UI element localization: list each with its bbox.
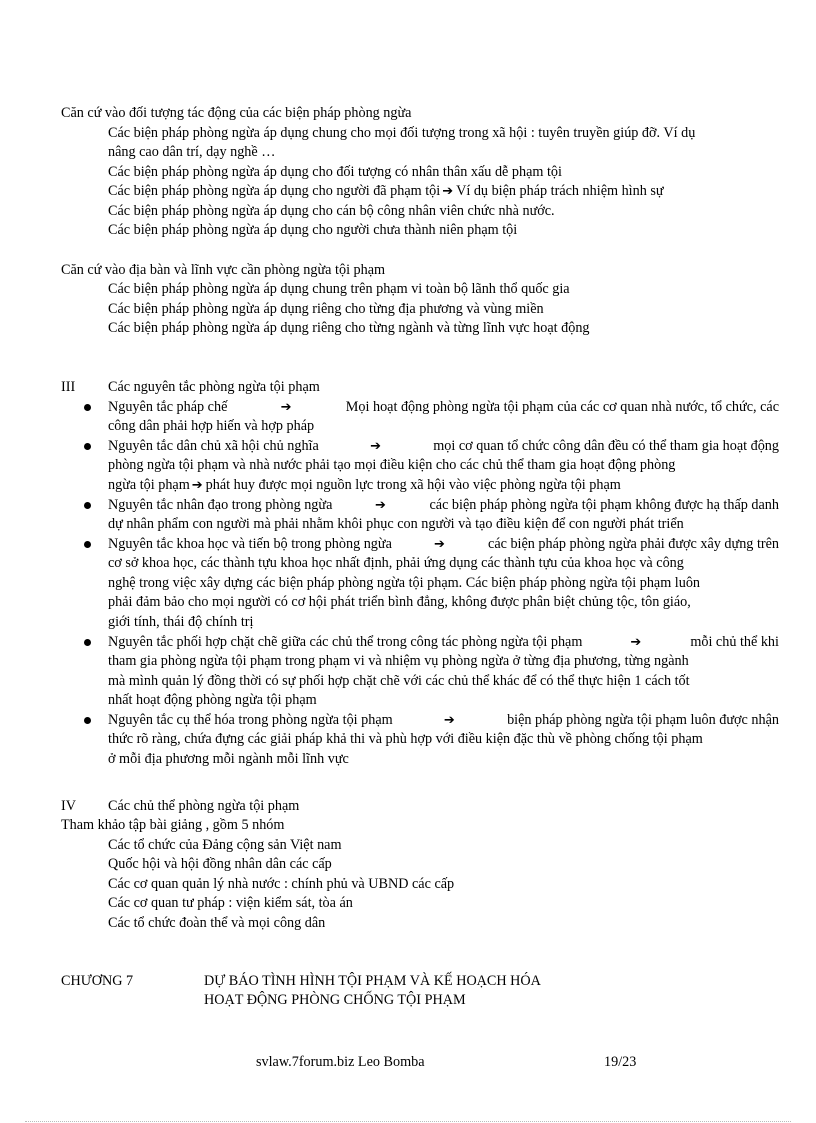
arrow-right-icon: ➔ — [442, 184, 454, 199]
bullet-text: phòng ngừa tội phạm và nhà nước phải tạo mọi điều kiện cho các chủ thể tham gia hoạt động phòng — [108, 457, 676, 473]
arrow-right-icon: ➔ — [191, 478, 203, 493]
bullet-text: ngừa tội phạm ➔ phát huy được mọi nguồn lực trong xã hội vào việc phòng ngừa tội phạm — [108, 477, 621, 493]
chapter-title-line-1: DỰ BÁO TÌNH HÌNH TỘI PHẠM VÀ KẾ HOẠCH HÓA — [204, 973, 541, 989]
section-heading-target: Căn cứ vào đối tượng tác động của các biện pháp phòng ngừa — [61, 105, 412, 121]
bullet-text: dự nhân phẩm con người mà phải nhằm khôi phục con người và tạo điều kiện để con người phát triển — [108, 516, 684, 532]
list-item: Các cơ quan tư pháp : viện kiểm sát, tòa án — [108, 895, 353, 911]
bullet-icon — [84, 541, 91, 548]
bullet-text: phải đảm bảo cho mọi người có cơ hội phát triển bình đẳng, không được phân biệt chủng tộc, tôn giáo, — [108, 594, 691, 610]
bullet-icon — [84, 404, 91, 411]
list-item: Các biện pháp phòng ngừa áp dụng chung trên phạm vi toàn bộ lãnh thổ quốc gia — [108, 281, 570, 297]
bullet-text: thức rõ ràng, chứa đựng các giải pháp khả thi và phù hợp với điều kiện đặc thù về phòng chống tội phạm — [108, 731, 703, 747]
bullet-icon — [84, 639, 91, 646]
footer-source: svlaw.7forum.biz Leo Bomba — [256, 1054, 425, 1070]
bullet-text: nhất hoạt động phòng ngừa tội phạm — [108, 692, 317, 708]
section-number: IV — [61, 798, 76, 814]
page-bottom-divider — [25, 1121, 791, 1122]
bullet-text: nghệ trong việc xây dựng các biện pháp phòng ngừa tội phạm. Các biện pháp phòng ngừa tội phạm luôn — [108, 575, 701, 591]
list-item: Các cơ quan quản lý nhà nước : chính phủ và UBND các cấp — [108, 876, 455, 892]
bullet-text: Nguyên tắc khoa học và tiến bộ trong phòng ngừa ➔ các biện pháp phòng ngừa phải được xây dựng trên — [108, 536, 779, 552]
bullet-text: Nguyên tắc pháp chế ➔ Mọi hoạt động phòng ngừa tội phạm của các cơ quan nhà nước, tổ chức, các — [108, 399, 779, 415]
section-number: III — [61, 379, 76, 395]
list-item: Các tổ chức đoàn thể và mọi công dân — [108, 915, 326, 931]
arrow-right-icon: ➔ — [434, 537, 445, 552]
list-item: Các biện pháp phòng ngừa áp dụng cho đối tượng có nhân thân xấu dễ phạm tội — [108, 164, 562, 180]
bullet-icon — [84, 502, 91, 509]
bullet-text: giới tính, thái độ chính trị — [108, 614, 254, 630]
section-title: Các chủ thể phòng ngừa tội phạm — [108, 798, 300, 814]
list-item: Các biện pháp phòng ngừa áp dụng cho người đã phạm tội ➔ Ví dụ biện pháp trách nhiệm hình sự — [108, 183, 664, 199]
chapter-title-line-2: HOẠT ĐỘNG PHÒNG CHỐNG TỘI PHẠM — [204, 992, 466, 1008]
bullet-text: công dân phải hợp hiến và hợp pháp — [108, 418, 315, 434]
list-item: nâng cao dân trí, dạy nghề … — [108, 144, 276, 160]
bullet-text: ở mỗi địa phương mỗi ngành mỗi lĩnh vực — [108, 751, 349, 767]
bullet-text: tham gia phòng ngừa tội phạm trong phạm vi và nhiệm vụ phòng ngừa ở từng địa phương, từng ngành — [108, 653, 689, 669]
list-item: Các biện pháp phòng ngừa áp dụng chung cho mọi đối tượng trong xã hội : tuyên truyền giúp đỡ. Ví dụ — [108, 125, 696, 141]
section-heading-area: Căn cứ vào địa bàn và lĩnh vực cần phòng ngừa tội phạm — [61, 262, 386, 278]
list-item: Các biện pháp phòng ngừa áp dụng cho cán bộ công nhân viên chức nhà nước. — [108, 203, 555, 219]
section-title: Các nguyên tắc phòng ngừa tội phạm — [108, 379, 320, 395]
bullet-text: Nguyên tắc phối hợp chặt chẽ giữa các chủ thể trong công tác phòng ngừa tội phạm ➔ mỗi chủ thể khi — [108, 634, 779, 650]
list-item: Các biện pháp phòng ngừa áp dụng riêng cho từng ngành và từng lĩnh vực hoạt động — [108, 320, 590, 336]
arrow-right-icon: ➔ — [443, 713, 455, 728]
section-intro: Tham khảo tập bài giảng , gồm 5 nhóm — [61, 817, 285, 833]
list-item: Các tổ chức của Đảng cộng sản Việt nam — [108, 837, 342, 853]
bullet-text: Nguyên tắc nhân đạo trong phòng ngừa ➔ các biện pháp phòng ngừa tội phạm không được hạ thấp danh — [108, 497, 779, 513]
page-number: 19/23 — [604, 1054, 637, 1070]
arrow-right-icon: ➔ — [630, 635, 642, 650]
arrow-right-icon: ➔ — [280, 400, 292, 415]
bullet-text: Nguyên tắc dân chủ xã hội chủ nghĩa ➔ mọi cơ quan tổ chức công dân đều có thể tham gia hoạt động — [108, 438, 779, 454]
arrow-right-icon: ➔ — [374, 498, 386, 513]
bullet-text: Nguyên tắc cụ thể hóa trong phòng ngừa tội phạm ➔ biện pháp phòng ngừa tội phạm luôn được nhận — [108, 712, 779, 728]
bullet-text: mà mình quản lý đồng thời có sự phối hợp chặt chẽ với các chủ thể khác để có thể thực hiện 1 cách tốt — [108, 673, 690, 689]
bullet-text: cơ sở khoa học, các thành tựu khoa học nhất định, phải ứng dụng các thành tựu của khoa học và công — [108, 555, 684, 571]
list-item: Quốc hội và hội đồng nhân dân các cấp — [108, 856, 332, 872]
chapter-label: CHƯƠNG 7 — [61, 973, 134, 989]
list-item: Các biện pháp phòng ngừa áp dụng cho người chưa thành niên phạm tội — [108, 222, 518, 238]
bullet-icon — [84, 717, 91, 724]
arrow-right-icon: ➔ — [370, 439, 381, 454]
bullet-icon — [84, 443, 91, 450]
list-item: Các biện pháp phòng ngừa áp dụng riêng cho từng địa phương và vùng miền — [108, 301, 544, 317]
